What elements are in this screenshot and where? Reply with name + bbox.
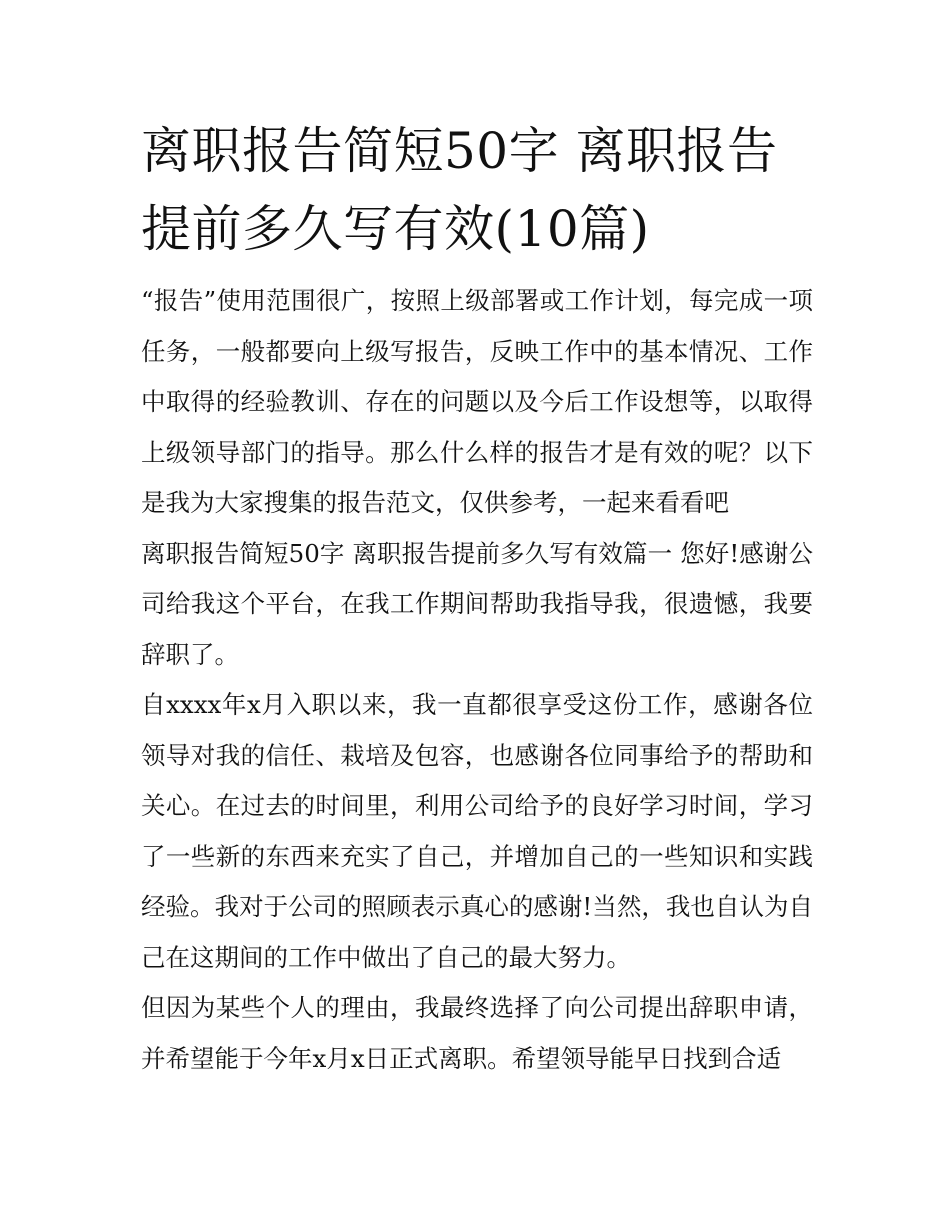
paragraph-resignation: 但因为某些个人的理由，我最终选择了向公司提出辞职申请，并希望能于今年x月x日正式离职。希望领导能早日找到合适	[141, 993, 813, 1073]
paragraph-gratitude: 自xxxx年x月入职以来，我一直都很享受这份工作，感谢各位领导对我的信任、栽培及包容，也感谢各位同事给予的帮助和关心。在过去的时间里，利用公司给予的良好学习时间，学习了一些新的东西来充实了自己，并增加自己的一些知识和实践经验。我对于公司的照顾表示真心的感谢!当然，我也自认为自己在这期间的工作中做出了自己的最大努力。	[141, 690, 813, 972]
document-body	[141, 276, 813, 1084]
document-title: 离职报告简短50字 离职报告提前多久写有效(10篇)	[141, 122, 778, 258]
paragraph-greeting: 离职报告简短50字 离职报告提前多久写有效篇一 您好!感谢公司给我这个平台，在我工作期间帮助我指导我，很遗憾，我要辞职了。	[141, 538, 813, 669]
paragraph-intro: “报告”使用范围很广，按照上级部署或工作计划，每完成一项任务，一般都要向上级写报告，反映工作中的基本情况、工作中取得的经验教训、存在的问题以及今后工作设想等，以取得上级领导部门的指导。那么什么样的报告才是有效的呢？以下是我为大家搜集的报告范文，仅供参考，一起来看看吧	[141, 286, 813, 517]
